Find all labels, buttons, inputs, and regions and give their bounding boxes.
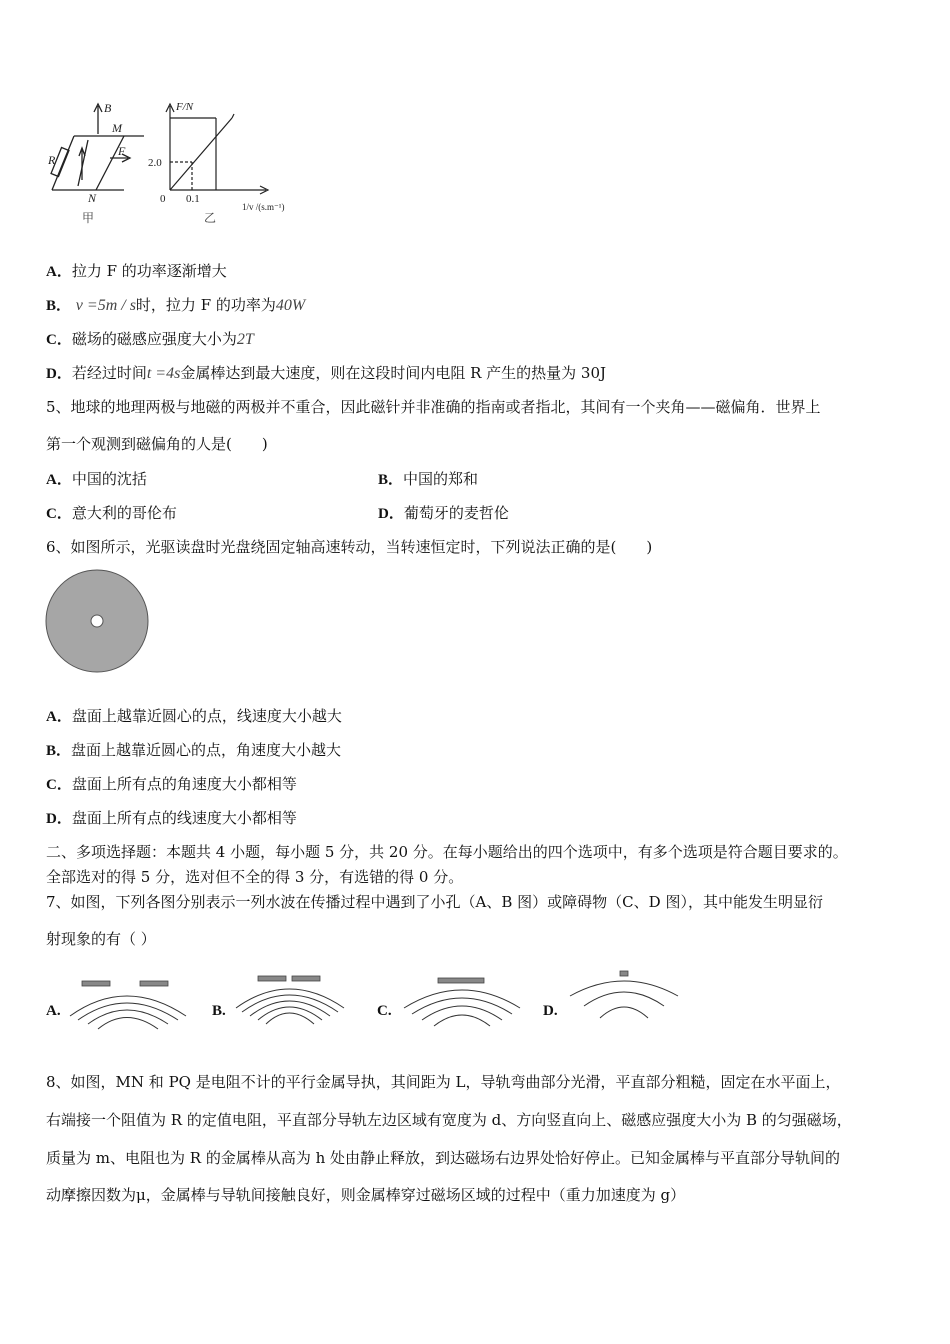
q7-label-a[interactable]: A. <box>46 1003 61 1019</box>
y-axis-label: F/N <box>176 101 194 113</box>
q7-label-c[interactable]: C. <box>377 1003 392 1019</box>
label-B: B <box>104 101 112 115</box>
math-field: 2T <box>236 331 254 348</box>
option-text: 拉力 F 的功率逐渐增大 <box>71 262 227 280</box>
option-text: 盘面上所有点的线速度大小都相等 <box>71 809 297 827</box>
q8-stem-line1: 8、如图，MN 和 PQ 是电阻不计的平行金属导执，其间距为 L，导轨弯曲部分光滑，平直部分粗糙，固定在水平面上， <box>46 1073 841 1091</box>
section2-heading-line2: 全部选对的得 5 分，选对但不全的得 3 分，有选错的得 0 分。 <box>46 868 464 886</box>
option-label: A． <box>46 264 72 280</box>
caption-jia: 甲 <box>82 211 95 225</box>
q4-option-c[interactable] <box>46 329 254 350</box>
y-tick-label: 2.0 <box>148 157 162 169</box>
diagram-jia <box>51 104 144 190</box>
section2-heading-line1: 二、多项选择题：本题共 4 小题，每小题 5 分，共 20 分。在每小题给出的四个选项中，有多个选项是符合题目要求的。 <box>46 843 848 861</box>
option-label: A． <box>46 709 72 725</box>
q5-option-a[interactable] <box>46 469 147 490</box>
disc-hole <box>91 615 103 627</box>
label-N: N <box>88 191 97 205</box>
wave-diagram-d <box>566 966 682 1024</box>
caption-yi: 乙 <box>204 211 217 225</box>
option-text: 金属棒达到最大速度，则在这段时间内电阻 R 产生的热量为 30J <box>180 364 607 382</box>
q7-stem-line2: 射现象的有（ ） <box>46 930 156 948</box>
q5-option-d[interactable] <box>378 503 509 524</box>
q4-option-a[interactable] <box>46 261 227 282</box>
wave-diagram-b <box>232 970 350 1030</box>
q6-option-a[interactable] <box>46 706 342 727</box>
option-label: C． <box>46 506 72 522</box>
option-label: D． <box>46 366 72 382</box>
q5-option-c[interactable] <box>46 503 177 524</box>
option-text: 盘面上所有点的角速度大小都相等 <box>71 775 297 793</box>
q8-stem-line2: 右端接一个阻值为 R 的定值电阻，平直部分导轨左边区域有宽度为 d、方向竖直向上、磁感应强度大小为 B 的匀强磁场， <box>46 1111 852 1129</box>
math-time: t =4s <box>146 365 181 382</box>
math-power: 40W <box>275 297 306 314</box>
q6-option-b[interactable] <box>46 740 341 761</box>
option-text: 葡萄牙的麦哲伦 <box>403 504 509 522</box>
q4-option-b[interactable] <box>46 295 305 316</box>
wave-diagram-c <box>400 972 524 1032</box>
option-label: C． <box>46 332 72 348</box>
option-text: 意大利的哥伦布 <box>71 504 177 522</box>
q6-option-d[interactable] <box>46 808 297 829</box>
graph-yi <box>166 104 268 194</box>
q6-option-c[interactable] <box>46 774 297 795</box>
option-label: A． <box>46 472 72 488</box>
q5-stem-line2: 第一个观测到磁偏角的人是( ) <box>46 435 268 453</box>
disc-figure <box>44 568 152 676</box>
q7-stem-line1: 7、如图，下列各图分别表示一列水波在传播过程中遇到了小孔（A、B 图）或障碍物（C、D 图），其中能发生明显衍 <box>46 893 823 911</box>
label-R: R <box>48 153 56 167</box>
option-label: B． <box>46 298 72 314</box>
q4-option-d[interactable] <box>46 363 606 384</box>
option-label: B． <box>378 472 404 488</box>
option-text: 盘面上越靠近圆心的点，角速度大小越大 <box>71 741 342 759</box>
x-axis-label: 1/v /(s.m⁻¹) <box>242 202 285 212</box>
option-label: D． <box>46 811 72 827</box>
label-M: M <box>112 121 122 135</box>
option-text: 磁场的磁感应强度大小为 <box>71 330 237 348</box>
q8-stem-line4: 动摩擦因数为μ，金属棒与导轨间接触良好，则金属棒穿过磁场区域的过程中（重力加速度为 g） <box>46 1186 686 1204</box>
q5-stem-line1: 5、地球的地理两极与地磁的两极并不重合，因此磁针并非准确的指南或者指北，其间有一个夹角——磁偏角．世界上 <box>46 398 821 416</box>
wave-diagram-a <box>66 976 196 1034</box>
option-label: D． <box>378 506 404 522</box>
option-text: 中国的沈括 <box>71 470 147 488</box>
origin-label: 0 <box>160 193 166 205</box>
option-text: 时，拉力 F 的功率为 <box>135 296 276 314</box>
q7-label-b[interactable]: B. <box>212 1003 226 1019</box>
option-text: 盘面上越靠近圆心的点，线速度大小越大 <box>71 707 342 725</box>
option-label: B． <box>46 743 72 759</box>
x-tick-label: 0.1 <box>186 193 200 205</box>
q8-stem-line3: 质量为 m、电阻也为 R 的金属棒从高为 h 处由静止释放，到达磁场右边界处恰好停止。已知金属棒与平直部分导轨间的 <box>46 1149 841 1167</box>
q6-stem: 6、如图所示，光驱读盘时光盘绕固定轴高速转动，当转速恒定时，下列说法正确的是( ) <box>46 538 653 556</box>
option-text: 中国的郑和 <box>403 470 479 488</box>
option-text: 若经过时间 <box>71 364 147 382</box>
label-F: F <box>118 144 126 158</box>
q5-option-b[interactable] <box>378 469 478 490</box>
math-velocity: v =5m / s <box>75 297 136 314</box>
option-label: C． <box>46 777 72 793</box>
q7-label-d[interactable]: D. <box>543 1003 558 1019</box>
figure-jia-yi <box>44 98 314 232</box>
